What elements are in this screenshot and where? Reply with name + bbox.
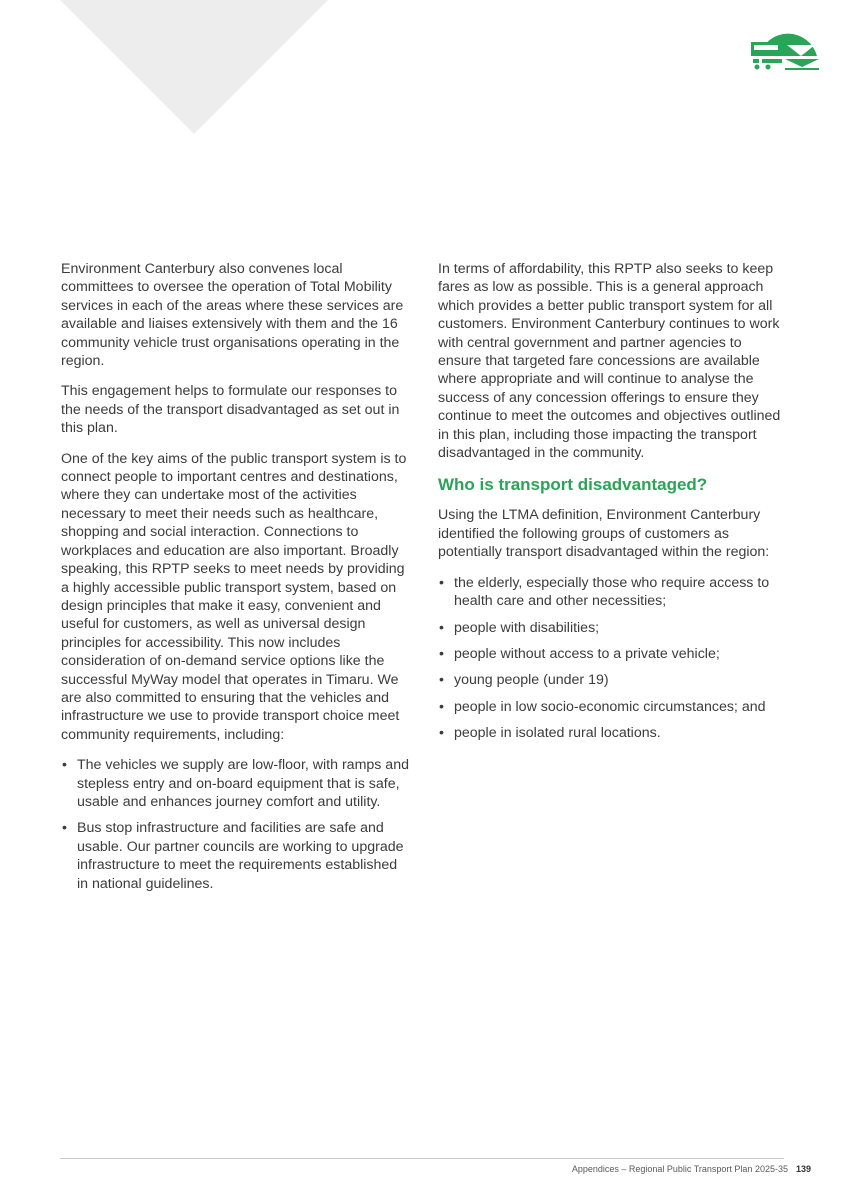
list-item: • people in isolated rural locations. — [438, 724, 784, 742]
section-heading: Who is transport disadvantaged? — [438, 475, 708, 495]
bullet-list — [438, 574, 784, 743]
paragraph: One of the key aims of the public transport system is to connect people to important centres and destinations, where they can undertake most of the activities necessary to meet their needs such as healthcare, shopping and social interaction. Connections to workplaces and education are also important. Broadly speaking, this RPTP seeks to meet needs by providing a highly accessible public transport system, based on design principles that make it easy, convenient and useful for customers, as well as universal design principles for accessibility. This now includes consideration of on-demand service options like the successful MyWay model that operates in Timaru. We are also committed to ensuring that the vehicles and infrastructure we use to provide transport choice meet community requirements, including: — [61, 450, 407, 743]
paragraph: Using the LTMA definition, Environment Canterbury identified the following groups of customers as potentially transport disadvantaged within the region: — [438, 507, 770, 561]
bullet-list — [61, 756, 409, 893]
list-item: • people without access to a private vehicle; — [438, 645, 784, 663]
page-footer — [572, 1164, 811, 1174]
list-item: • people in low socio-economic circumstances; and — [438, 698, 784, 716]
paragraph: This engagement helps to formulate our responses to the needs of the transport disadvantaged as set out in this plan. — [61, 383, 400, 437]
list-item: • people with disabilities; — [438, 619, 784, 637]
decorative-triangle — [60, 0, 328, 134]
paragraph: Environment Canterbury also convenes local committees to oversee the operation of Total Mobility services in each of the areas where these services are available and liaises extensively with them and the 16 community vehicle trust organisations operating in the region. — [61, 261, 404, 370]
list-item: • young people (under 19) — [438, 671, 784, 689]
list-item: • the elderly, especially those who require access to health care and other necessities; — [438, 574, 784, 611]
left-column — [61, 260, 409, 901]
page-number: 139 — [795, 1164, 811, 1174]
right-column — [438, 260, 784, 751]
paragraph: In terms of affordability, this RPTP also seeks to keep fares as low as possible. This is a general approach which provides a better public transport system for all customers. Environment Canterbury continues to work with central government and partner agencies to ensure that targeted fare concessions are available where appropriate and will continue to analyse the success of any concession offerings to ensure they continue to meet the outcomes and objectives outlined in this plan, including those impacting the transport disadvantaged in the community. — [438, 261, 781, 462]
footer-divider — [60, 1158, 784, 1159]
list-item: • Bus stop infrastructure and facilities are safe and usable. Our partner councils are working to upgrade infrastructure to meet the requirements established in national guidelines. — [61, 819, 409, 893]
list-item: • The vehicles we supply are low-floor, with ramps and stepless entry and on-board equipment that is safe, usable and enhances journey comfort and utility. — [61, 756, 409, 811]
footer-text: Appendices – Regional Public Transport Plan 2025-35 — [571, 1164, 788, 1174]
transport-logo-icon — [751, 26, 819, 70]
